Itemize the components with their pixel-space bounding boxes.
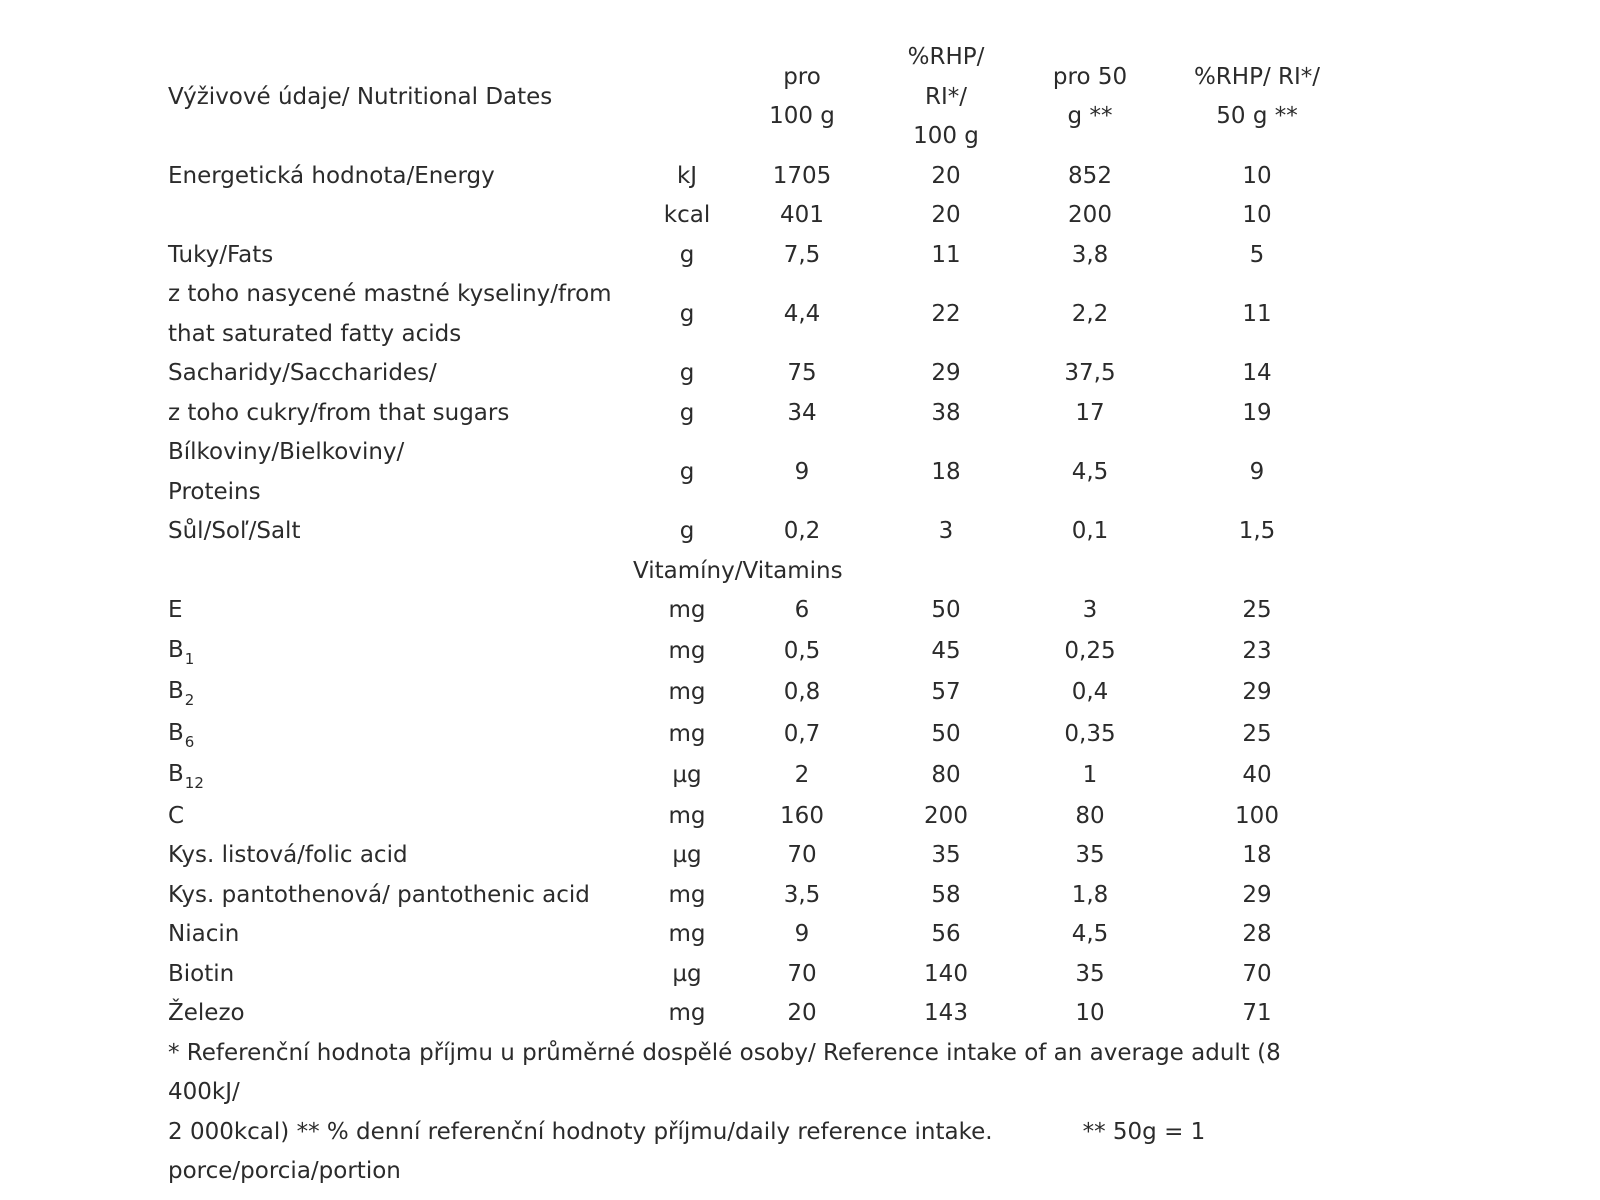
per100-cell: 75	[787, 360, 817, 386]
table-row-iron	[168, 994, 1358, 1034]
rhp100-cell: 58	[931, 881, 961, 908]
unit-cell: mg	[668, 1000, 706, 1026]
table-header-row	[168, 38, 1358, 157]
nutrient-name: Kys. listová/folic acid	[168, 842, 408, 868]
per50-cell: 35	[1075, 960, 1105, 987]
per50-cell: 0,4	[1071, 679, 1109, 705]
table-row-vitamin-b2	[168, 672, 1358, 714]
rhp100-cell: 20	[931, 202, 961, 228]
footnote-line-1: * Referenční hodnota příjmu u průměrné dospělé osoby/ Reference intake of an average adult (8 400kJ/	[168, 1039, 1281, 1105]
table-row-niacin	[168, 915, 1358, 955]
unit-cell: g	[679, 241, 695, 268]
unit-cell: g	[679, 518, 695, 544]
unit-cell: mg	[668, 720, 706, 747]
per100-cell: 4,4	[783, 300, 821, 327]
rhp100-cell: 45	[931, 637, 961, 664]
table-row-saturated	[168, 275, 1358, 354]
nutrient-name: $B_6$	[168, 719, 195, 751]
per50-cell: 4,5	[1071, 921, 1109, 947]
rhp50-cell: 9	[1249, 458, 1265, 485]
unit-cell: µg	[672, 960, 702, 987]
rhp100-cell: 18	[931, 458, 961, 485]
footnote-line-2a: 2 000kcal) ** % denní referenční hodnoty příjmu/daily reference intake.	[168, 1118, 993, 1145]
rhp50-cell: 70	[1242, 960, 1272, 987]
per50-cell: 35	[1075, 842, 1105, 868]
per100-cell: 0,5	[783, 637, 821, 664]
rhp50-cell: 71	[1242, 1000, 1272, 1026]
unit-cell: g	[679, 458, 695, 485]
rhp100-cell: 3	[938, 518, 954, 544]
rhp50-cell: 11	[1242, 300, 1272, 327]
rhp50-cell: 18	[1242, 842, 1272, 868]
header-per-100g: pro 100 g	[769, 63, 835, 130]
per100-cell: 6	[794, 597, 810, 623]
subscript: 1	[184, 649, 195, 668]
nutrient-name: C	[168, 802, 185, 829]
rhp50-cell: 100	[1235, 802, 1279, 829]
per100-cell: 34	[787, 399, 817, 426]
rhp100-cell: 29	[931, 360, 961, 386]
table-row-vitamin-c	[168, 797, 1358, 837]
rhp100-cell: 38	[931, 399, 961, 426]
subscript: 6	[184, 732, 195, 751]
per50-cell: 10	[1075, 1000, 1105, 1026]
per50-cell: 0,1	[1071, 518, 1109, 544]
per100-cell: 2	[794, 762, 810, 788]
rhp50-cell: 10	[1242, 202, 1272, 228]
per100-cell: 160	[780, 802, 824, 829]
table-row-salt	[168, 512, 1358, 552]
nutrient-name: Biotin	[168, 960, 235, 987]
per50-cell: 4,5	[1071, 458, 1109, 485]
rhp100-cell: 56	[931, 921, 961, 947]
unit-cell: mg	[668, 597, 706, 623]
per50-cell: 3	[1082, 597, 1098, 623]
table-row-saccharides	[168, 354, 1358, 394]
rhp50-cell: 1,5	[1238, 518, 1276, 544]
per50-cell: 0,25	[1064, 637, 1116, 664]
rhp50-cell: 14	[1242, 360, 1272, 386]
rhp50-cell: 5	[1249, 241, 1265, 268]
per100-cell: 70	[787, 960, 817, 987]
unit-cell: g	[679, 399, 695, 426]
per100-cell: 20	[787, 1000, 817, 1026]
per100-cell: 401	[780, 202, 824, 228]
unit-cell: g	[679, 360, 695, 386]
subscript: 12	[184, 774, 204, 792]
rhp100-cell: 11	[931, 241, 961, 268]
per50-cell: 0,35	[1064, 720, 1116, 747]
per100-cell: 70	[787, 842, 817, 868]
table-row-vitamin-b1	[168, 631, 1358, 673]
per100-cell: 7,5	[783, 241, 821, 268]
unit-cell: mg	[668, 637, 706, 664]
table-row-energy-kcal	[168, 196, 1358, 236]
per50-cell: 1	[1082, 762, 1098, 788]
per100-cell: 0,7	[783, 720, 821, 747]
vitamins-heading-row	[168, 552, 1358, 592]
nutrient-name: $B_{12}$	[168, 761, 204, 792]
rhp50-cell: 10	[1242, 162, 1272, 189]
nutrition-table	[168, 38, 1358, 1034]
nutrient-name: Kys. pantothenová/ pantothenic acid	[168, 881, 590, 908]
rhp50-cell: 23	[1242, 637, 1272, 664]
nutrient-name: Železo	[168, 1000, 245, 1026]
table-row-sugars	[168, 394, 1358, 434]
table-row-proteins	[168, 433, 1358, 512]
per50-cell: 80	[1075, 802, 1105, 829]
per50-cell: 3,8	[1071, 241, 1109, 268]
unit-cell: µg	[672, 762, 702, 788]
per50-cell: 200	[1068, 202, 1112, 228]
nutrient-name-empty	[168, 196, 638, 236]
nutrient-name: Tuky/Fats	[168, 241, 274, 268]
nutrient-name: E	[168, 597, 183, 623]
rhp100-cell: 35	[931, 842, 961, 868]
per50-cell: 17	[1075, 399, 1105, 426]
per100-cell: 9	[794, 921, 810, 947]
nutrient-name: Energetická hodnota/Energy	[168, 162, 495, 189]
footnote-line-2b: ** 50g = 1	[1082, 1118, 1206, 1145]
per100-cell: 0,2	[783, 518, 821, 544]
per50-cell: 1,8	[1071, 881, 1109, 908]
rhp50-cell: 29	[1242, 679, 1272, 705]
header-unit	[638, 38, 736, 157]
header-rhp-50g: %RHP/ RI*/ 50 g **	[1193, 63, 1321, 130]
table-row-biotin	[168, 955, 1358, 995]
rhp100-cell: 140	[924, 960, 968, 987]
footnote-line-3: porce/porcia/portion	[168, 1158, 401, 1184]
vitamins-heading: Vitamíny/Vitamins	[633, 557, 843, 584]
rhp50-cell: 40	[1242, 762, 1272, 788]
per100-cell: 9	[794, 458, 810, 485]
table-row-pantothenic-acid	[168, 876, 1358, 916]
nutrient-name: $B_1$	[168, 636, 195, 668]
header-rhp-100g: %RHP/ RI*/ 100 g	[907, 44, 985, 149]
per50-cell: 852	[1068, 162, 1112, 189]
rhp100-cell: 57	[931, 679, 961, 705]
nutrient-name: Bílkoviny/Bielkoviny/ Proteins	[168, 439, 405, 505]
nutrient-name: z toho nasycené mastné kyseliny/from that saturated fatty acids	[168, 281, 612, 347]
rhp50-cell: 25	[1242, 720, 1272, 747]
unit-cell: mg	[668, 679, 706, 705]
unit-cell: µg	[672, 842, 702, 868]
per100-cell: 0,8	[783, 679, 821, 705]
unit-cell: kcal	[663, 202, 711, 228]
table-title: Výživové údaje/ Nutritional Dates	[168, 83, 553, 110]
rhp100-cell: 50	[931, 597, 961, 623]
per100-cell: 3,5	[783, 881, 821, 908]
rhp100-cell: 50	[931, 720, 961, 747]
table-row-folic-acid	[168, 836, 1358, 876]
subscript: 2	[184, 691, 195, 709]
nutrient-name: z toho cukry/from that sugars	[168, 399, 510, 426]
rhp100-cell: 80	[931, 762, 961, 788]
rhp50-cell: 25	[1242, 597, 1272, 623]
table-row-fats	[168, 236, 1358, 276]
per50-cell: 37,5	[1064, 360, 1116, 386]
rhp100-cell: 20	[931, 162, 961, 189]
table-row-vitamin-e	[168, 591, 1358, 631]
rhp100-cell: 200	[924, 802, 968, 829]
nutrient-name: Niacin	[168, 921, 240, 947]
nutrient-name: Sůl/Soľ/Salt	[168, 518, 301, 544]
header-per-50g: pro 50 g **	[1052, 63, 1128, 130]
footnote	[168, 1034, 1358, 1192]
rhp50-cell: 28	[1242, 921, 1272, 947]
table-row-energy-kj	[168, 157, 1358, 197]
table-row-vitamin-b12	[168, 755, 1358, 797]
unit-cell: mg	[668, 881, 706, 908]
unit-cell: kJ	[676, 162, 698, 189]
per100-cell: 1705	[772, 162, 832, 189]
table-row-vitamin-b6	[168, 714, 1358, 756]
nutrient-name: $B_2$	[168, 678, 195, 709]
rhp100-cell: 143	[924, 1000, 968, 1026]
nutrition-sheet	[168, 38, 1368, 1192]
unit-cell: g	[679, 300, 695, 327]
rhp50-cell: 19	[1242, 399, 1272, 426]
unit-cell: mg	[668, 802, 706, 829]
per50-cell: 2,2	[1071, 300, 1109, 327]
unit-cell: mg	[668, 921, 706, 947]
rhp50-cell: 29	[1242, 881, 1272, 908]
rhp100-cell: 22	[931, 300, 961, 327]
nutrient-name: Sacharidy/Saccharides/	[168, 360, 437, 386]
